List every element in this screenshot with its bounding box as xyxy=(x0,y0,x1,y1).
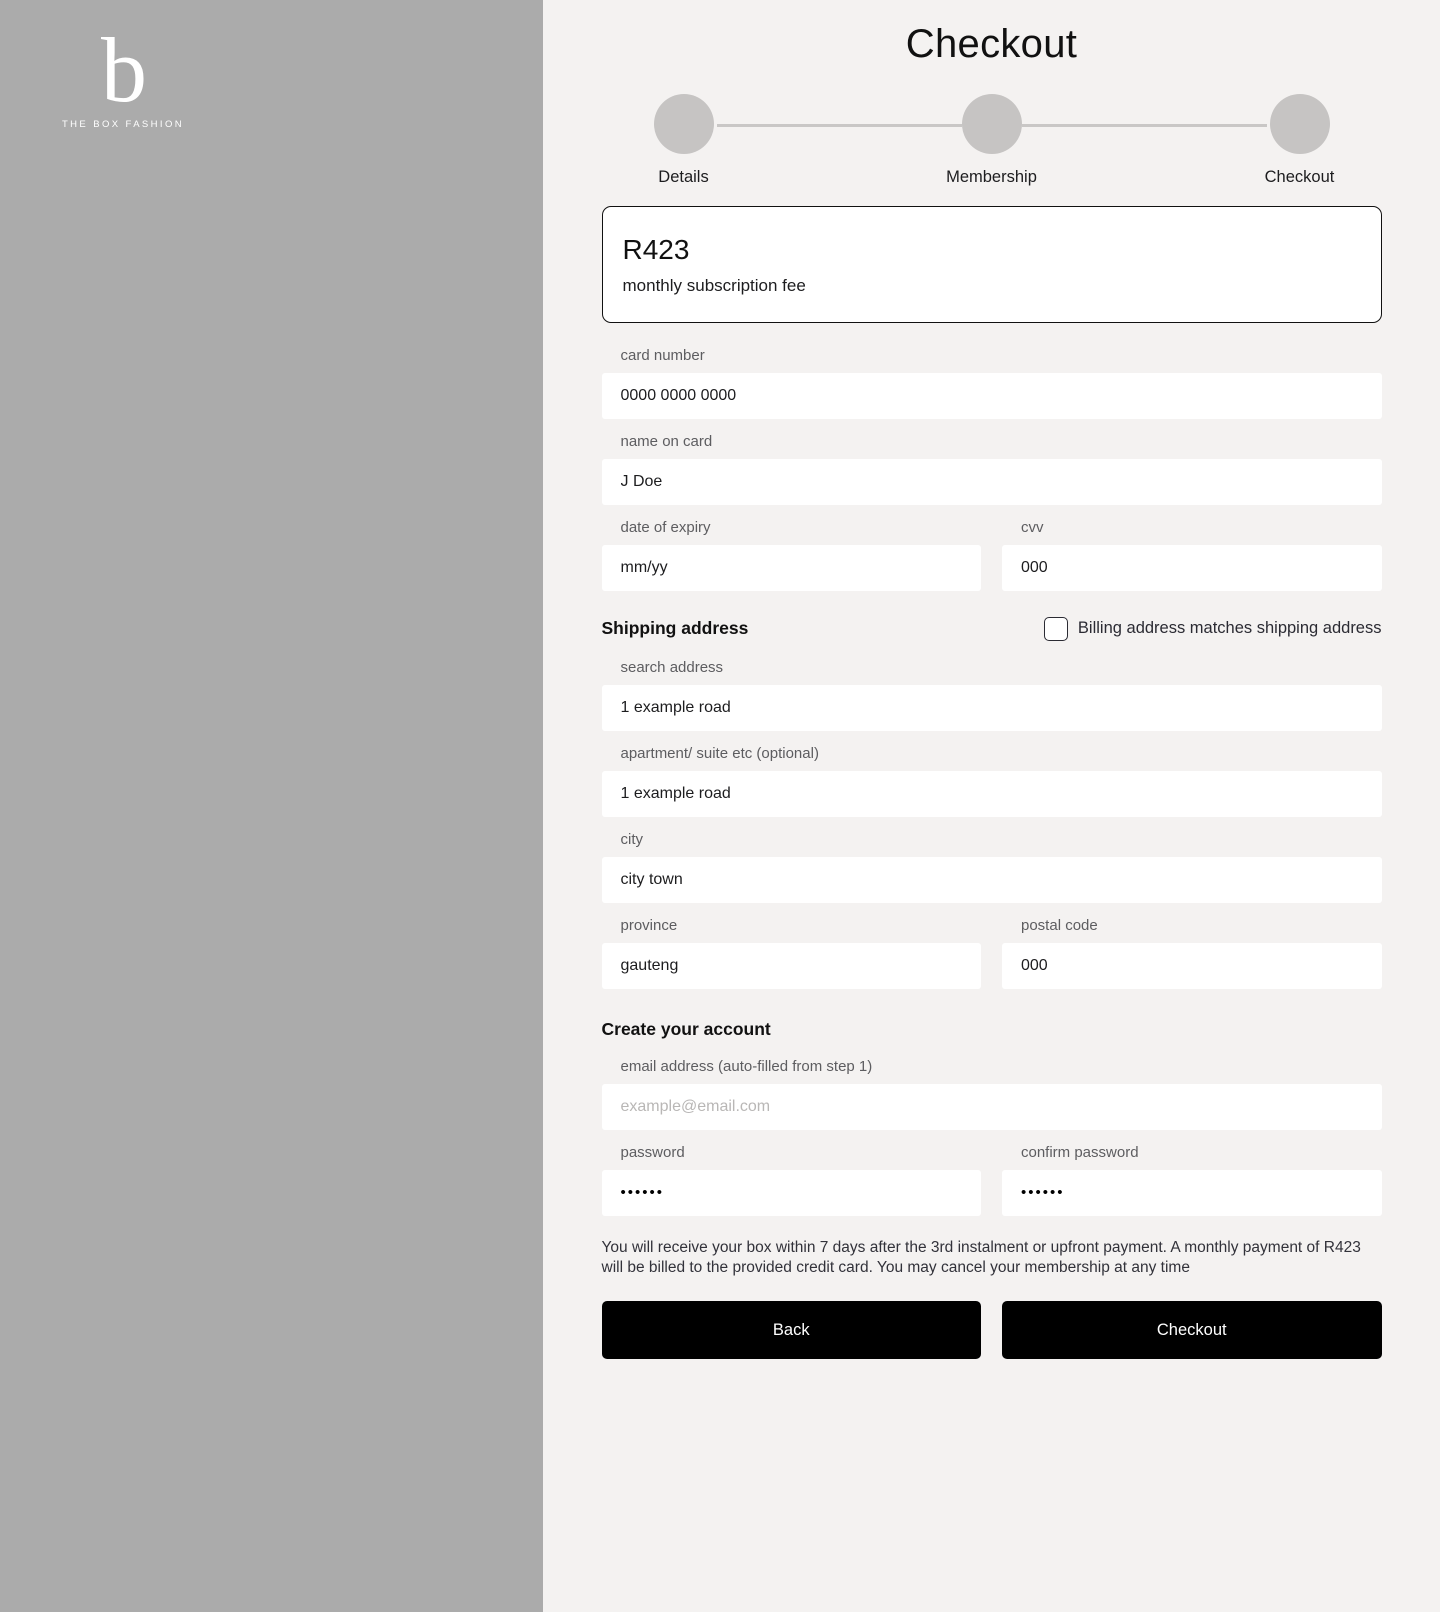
email-label: email address (auto-filled from step 1) xyxy=(620,1057,873,1075)
province-postal-row xyxy=(602,917,1382,989)
price-caption: monthly subscription fee xyxy=(622,275,806,295)
stepper-step-membership[interactable] xyxy=(932,94,1052,187)
checkout-panel xyxy=(543,0,1440,1612)
step-dot-icon xyxy=(1270,94,1330,154)
create-account-title: Create your account xyxy=(601,1018,771,1039)
apartment-input[interactable] xyxy=(602,771,1382,817)
stepper-step-details[interactable] xyxy=(624,94,744,187)
stepper-connector-2 xyxy=(1022,124,1267,127)
city-label: city xyxy=(620,830,643,848)
card-number-field-group xyxy=(602,347,1382,419)
back-button[interactable]: Back xyxy=(602,1301,982,1359)
name-on-card-field-group xyxy=(602,433,1382,505)
search-address-field-group xyxy=(602,659,1382,731)
province-field-group xyxy=(602,917,982,989)
province-label: province xyxy=(620,916,678,934)
postal-code-input[interactable] xyxy=(1002,943,1382,989)
name-on-card-label: name on card xyxy=(620,432,713,450)
postal-code-label: postal code xyxy=(1021,916,1098,934)
brand-logo xyxy=(48,19,198,130)
apartment-label: apartment/ suite etc (optional) xyxy=(620,744,819,762)
brand-panel xyxy=(0,0,543,1612)
city-input[interactable] xyxy=(602,857,1382,903)
subscription-price-card xyxy=(602,206,1382,323)
page-title: Checkout xyxy=(905,22,1078,66)
billing-matches-shipping-checkbox[interactable] xyxy=(1044,617,1068,641)
password-field-group xyxy=(602,1144,982,1216)
confirm-password-field-group xyxy=(1002,1144,1382,1216)
password-masked-value: •••••• xyxy=(620,1184,665,1202)
progress-stepper xyxy=(602,94,1382,192)
stepper-step-label: Details xyxy=(658,168,709,186)
billing-matches-shipping-label: Billing address matches shipping address xyxy=(1077,619,1382,638)
stepper-step-label: Checkout xyxy=(1264,168,1335,186)
action-button-row xyxy=(602,1301,1382,1359)
cvv-input[interactable] xyxy=(1002,545,1382,591)
shipping-address-title: Shipping address xyxy=(601,618,749,639)
confirm-password-masked-value: •••••• xyxy=(1021,1184,1065,1202)
price-amount: R423 xyxy=(622,234,690,265)
confirm-password-label: confirm password xyxy=(1021,1143,1139,1161)
name-on-card-input[interactable] xyxy=(602,459,1382,505)
cvv-field-group xyxy=(1002,519,1382,591)
step-dot-icon xyxy=(962,94,1022,154)
stepper-step-checkout[interactable] xyxy=(1240,94,1360,187)
cvv-label: cvv xyxy=(1021,518,1044,536)
city-field-group xyxy=(602,831,1382,903)
expiry-input[interactable] xyxy=(602,545,982,591)
stepper-step-label: Membership xyxy=(946,168,1037,186)
step-dot-icon xyxy=(654,94,714,154)
password-input[interactable] xyxy=(602,1170,982,1216)
expiry-cvv-row xyxy=(602,519,1382,591)
expiry-field-group xyxy=(602,519,982,591)
logo-wordmark: THE BOX FASHION xyxy=(61,118,185,130)
card-number-input[interactable] xyxy=(602,373,1382,419)
apartment-field-group xyxy=(602,745,1382,817)
expiry-label: date of expiry xyxy=(620,518,711,536)
card-number-label: card number xyxy=(620,346,705,364)
password-row xyxy=(602,1144,1382,1216)
search-address-input[interactable] xyxy=(602,685,1382,731)
terms-disclaimer: You will receive your box within 7 days after the 3rd instalment or upfront payment. A monthly payment of R423 will be billed to the provided credit card. You may cancel your membership at any time xyxy=(601,1238,1361,1277)
shipping-address-header xyxy=(602,617,1382,641)
email-field-group xyxy=(602,1058,1382,1130)
confirm-password-input[interactable] xyxy=(1002,1170,1382,1216)
stepper-connector-1 xyxy=(717,124,962,127)
logo-b-icon: b xyxy=(101,19,145,121)
password-label: password xyxy=(620,1143,685,1161)
province-input[interactable] xyxy=(602,943,982,989)
billing-matches-shipping-checkbox-row[interactable] xyxy=(1044,617,1382,641)
checkout-button[interactable]: Checkout xyxy=(1002,1301,1382,1359)
postal-code-field-group xyxy=(1002,917,1382,989)
email-input[interactable] xyxy=(602,1084,1382,1130)
search-address-label: search address xyxy=(620,658,724,676)
